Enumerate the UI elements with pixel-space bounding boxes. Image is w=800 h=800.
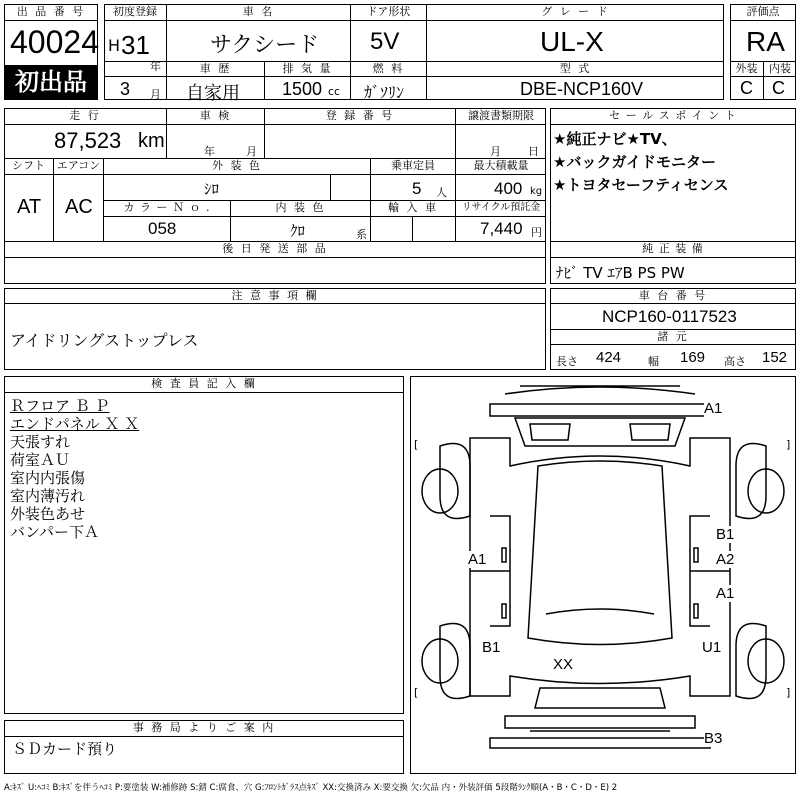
length-label: 長さ <box>556 355 578 368</box>
sales-point-2: ★バックガイドモニター <box>553 153 716 171</box>
insp-month-unit: 月 <box>246 145 257 158</box>
displacement-label: 排 気 量 <box>282 62 333 75</box>
exterior-grade: C <box>740 78 753 98</box>
first-listing-badge: 初出品 <box>5 65 97 99</box>
model-label: 型 式 <box>559 62 592 75</box>
bracket-left-1: [ <box>414 438 419 451</box>
displacement: 1500 <box>282 79 323 99</box>
recycle-unit: 円 <box>531 226 542 239</box>
reg-year: 31 <box>121 30 150 60</box>
inspector-line-5: 室内内張傷 <box>10 469 86 487</box>
mark-right-front-fender: B1 <box>716 526 735 543</box>
capacity: 5 <box>412 179 422 198</box>
later-parts-label: 後 日 発 送 部 品 <box>222 242 328 255</box>
reg-no-label: 登 録 番 号 <box>325 109 395 122</box>
score: RA <box>746 26 785 57</box>
fuel-label: 燃 料 <box>372 62 405 75</box>
interior-label: 内装 <box>769 62 791 75</box>
width-label: 幅 <box>648 355 659 368</box>
mileage-unit: km <box>138 130 165 152</box>
fuel: ｶﾞｿﾘﾝ <box>364 83 405 102</box>
import-label: 輸 入 車 <box>388 201 438 214</box>
car-name-label: 車 名 <box>242 5 275 18</box>
color-no: 058 <box>148 219 177 238</box>
mark-right-rear: U1 <box>702 639 722 656</box>
recycle-label: リサイクル預託金 <box>461 202 541 213</box>
inspector-line-4: 荷室ＡＵ <box>10 451 71 469</box>
mark-left-front-door: A1 <box>468 551 487 568</box>
notes-value: アイドリングストップレス <box>10 331 199 350</box>
first-reg-label: 初度登録 <box>113 5 157 18</box>
equipment-value: ﾅﾋﾞ TV ｴｱB PS PW <box>556 264 685 282</box>
mark-rear-panel: XX <box>553 656 574 673</box>
ext-color: ｼﾛ <box>204 180 220 198</box>
equipment-label: 純 正 装 備 <box>642 242 704 255</box>
mark-rear-bumper: B3 <box>704 730 723 747</box>
ac: AC <box>65 196 93 218</box>
int-color-unit: 系 <box>356 228 367 241</box>
office-label: 事 務 局 よ り ご 案 内 <box>132 721 276 734</box>
mark-right-front-door: A2 <box>716 551 735 568</box>
capacity-label: 乗車定員 <box>391 159 435 172</box>
transfer-month-unit: 月 <box>490 145 501 158</box>
inspector-line-3: 天張すれ <box>10 433 71 451</box>
inspector-line-6: 室内薄汚れ <box>10 487 86 505</box>
height-label: 高さ <box>724 355 746 368</box>
model: DBE-NCP160V <box>520 79 644 99</box>
sales-point-3: ★トヨタセーフティセンス <box>553 176 729 194</box>
lot-number: 40024 <box>10 24 99 60</box>
month-unit: 月 <box>150 88 161 101</box>
door-label: ドア形状 <box>366 5 411 18</box>
sales-point-1: ★純正ナビ★TV、 <box>553 130 677 148</box>
capacity-unit: 人 <box>436 186 447 199</box>
transfer-day-unit: 日 <box>528 145 539 158</box>
max-load-label: 最大積載量 <box>473 159 529 172</box>
history: 自家用 <box>186 83 240 104</box>
lot-label: 出 品 番 号 <box>16 5 86 18</box>
int-color: ｸﾛ <box>290 222 306 240</box>
mark-right-rear-door: A1 <box>716 585 735 602</box>
spec-label: 諸 元 <box>657 330 689 343</box>
chassis-number: NCP160-0117523 <box>602 307 737 326</box>
grade: UL-X <box>540 26 604 57</box>
inspector-line-8: バンパー下Ａ <box>10 523 99 541</box>
inspector-line-2: エンドパネル Ｘ Ｘ <box>10 415 140 433</box>
history-label: 車 歴 <box>199 62 232 75</box>
bracket-right-2: ] <box>786 686 791 699</box>
inspector-line-7: 外装色あせ <box>10 505 86 523</box>
mark-front-bumper: A1 <box>704 400 723 417</box>
int-color-label: 内 装 色 <box>275 201 326 214</box>
office-value: ＳＤカード預り <box>12 740 118 758</box>
grade-label: グ レ ー ド <box>541 5 610 18</box>
bracket-right-1: ] <box>786 438 791 451</box>
bracket-left-2: [ <box>414 686 419 699</box>
shift-label: シフト <box>12 159 45 172</box>
ext-color-label: 外 装 色 <box>212 159 262 172</box>
year-unit: 年 <box>150 60 161 73</box>
mark-left-rear: B1 <box>482 639 501 656</box>
exterior-label: 外装 <box>735 62 758 75</box>
car-diagram <box>410 376 796 774</box>
door-type: 5V <box>370 28 400 55</box>
car-name: サクシード <box>210 33 320 58</box>
max-load: 400 <box>494 179 523 198</box>
inspector-label: 検 査 員 記 入 欄 <box>151 377 257 390</box>
displacement-unit: cc <box>328 85 341 98</box>
insp-year-unit: 年 <box>204 145 215 158</box>
score-label: 評価点 <box>746 5 780 18</box>
length: 424 <box>596 349 622 366</box>
interior-grade: C <box>772 78 785 98</box>
reg-month: 3 <box>120 79 131 99</box>
color-no-label: カ ラ ー Ｎ ｏ . <box>123 201 211 214</box>
mileage-label: 走 行 <box>69 109 101 122</box>
height: 152 <box>762 349 788 366</box>
chassis-label: 車 台 番 号 <box>638 289 708 302</box>
era: H <box>108 36 121 55</box>
legend: A:ｷｽﾞ U:ﾍｺﾐ B:ｷｽﾞを伴うﾍｺﾐ P:要塗装 W:補修跡 S:錆 C:腐食、穴 G:ﾌﾛﾝﾄｶﾞﾗｽ点ｷｽﾞ XX:交換済み X:要交換 欠:欠品 内・外装評価 5段階ﾗﾝｸ順(A・B・C・D・E) 2 <box>4 783 618 793</box>
sales-label: セ ー ル ス ポ イ ン ト <box>609 109 737 122</box>
ac-label: エアコン <box>56 159 101 172</box>
mileage: 87,523 <box>54 128 122 153</box>
notes-label: 注 意 事 項 欄 <box>231 289 319 302</box>
transfer-label: 譲渡書類期限 <box>468 109 534 122</box>
inspection-label: 車 検 <box>199 109 232 122</box>
inspector-line-1: Ｒフロア Ｂ Ｐ <box>10 397 110 415</box>
max-load-unit: kg <box>530 186 543 197</box>
recycle: 7,440 <box>480 219 523 238</box>
shift: AT <box>17 196 42 218</box>
width: 169 <box>680 349 706 366</box>
